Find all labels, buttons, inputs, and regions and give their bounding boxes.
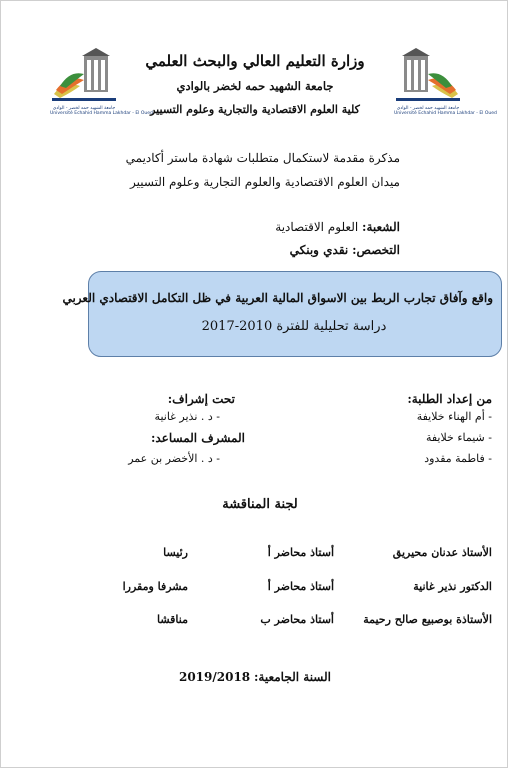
memo-field: ميدان العلوم الاقتصادية والعلوم التجارية وعلوم التسيير xyxy=(130,175,400,189)
logo-caption-arabic: جامعة الشهيد حمه لخضر - الوادي xyxy=(52,106,116,111)
student-name: - فاطمة مقدود xyxy=(424,452,492,465)
academic-year-value: 2019/2018 xyxy=(178,670,251,684)
logo-caption-latin: Université Echahid Hamma Lakhdar - El Oued xyxy=(50,111,153,116)
university-logo-right xyxy=(394,46,497,116)
branch-label: الشعبة: xyxy=(362,220,400,234)
committee-member-role: رئيسا xyxy=(163,546,188,559)
logo-caption-left xyxy=(50,106,153,116)
university-logo-left xyxy=(50,46,153,116)
committee-member-rank: أستاذ محاضر أ xyxy=(267,546,334,559)
branch-value: العلوم الاقتصادية xyxy=(275,220,359,234)
committee-member-name: الأستاذ عدنان محيريق xyxy=(392,546,492,559)
students-heading: من إعداد الطلبة: xyxy=(407,392,492,406)
specialty-value: نقدي وبنكي xyxy=(289,243,349,257)
university-logo-icon xyxy=(394,46,462,106)
supervisor-heading: تحت إشراف: xyxy=(167,392,235,406)
specialty-label: التخصص: xyxy=(352,243,400,257)
thesis-subtitle: دراسة تحليلية للفترة 2010-2017 xyxy=(201,319,387,334)
specialty-line xyxy=(290,243,400,257)
committee-member-role: مشرفا ومقررا xyxy=(122,580,188,593)
student-name: - أم الهناء خلايفة xyxy=(416,410,492,423)
student-name: - شيماء خلايفة xyxy=(425,431,492,444)
thesis-title-box xyxy=(62,271,502,357)
ministry-title: وزارة التعليم العالي والبحث العلمي xyxy=(145,52,365,70)
university-name: جامعة الشهيد حمه لخضر بالوادي xyxy=(176,79,334,93)
committee-member-name: الدكتور نذير غانية xyxy=(413,580,492,593)
university-logo-icon xyxy=(50,46,118,106)
academic-year xyxy=(130,670,380,684)
faculty-name: كلية العلوم الاقتصادية والتجارية وعلوم التسيير xyxy=(150,103,360,116)
co-supervisor-heading: المشرف المساعد: xyxy=(150,431,245,445)
committee-member-rank: أستاذ محاضر ب xyxy=(260,613,334,626)
academic-year-label: السنة الجامعية: xyxy=(253,670,332,684)
supervisor-name: - د . نذير غانية xyxy=(154,410,220,423)
thesis-title: واقع وآفاق تجارب الربط بين الاسواق المالية العربية في ظل التكامل الاقتصادي العربي xyxy=(62,291,493,305)
committee-member-rank: أستاذ محاضر أ xyxy=(267,580,334,593)
branch-line xyxy=(275,220,400,234)
logo-caption-latin: Université Echahid Hamma Lakhdar - El Oued xyxy=(394,111,497,116)
committee-heading: لجنة المناقشة xyxy=(222,497,298,512)
committee-member-role: مناقشا xyxy=(157,613,188,626)
logo-caption-arabic: جامعة الشهيد حمه لخضر - الوادي xyxy=(396,106,460,111)
memo-purpose: مذكرة مقدمة لاستكمال متطلبات شهادة ماستر أكاديمي xyxy=(125,151,400,165)
committee-member-name: الأستاذة بوصبيع صالح رحيمة xyxy=(363,613,492,626)
co-supervisor-name: - د . الأخضر بن عمر xyxy=(128,452,220,465)
logo-caption-right xyxy=(394,106,497,116)
